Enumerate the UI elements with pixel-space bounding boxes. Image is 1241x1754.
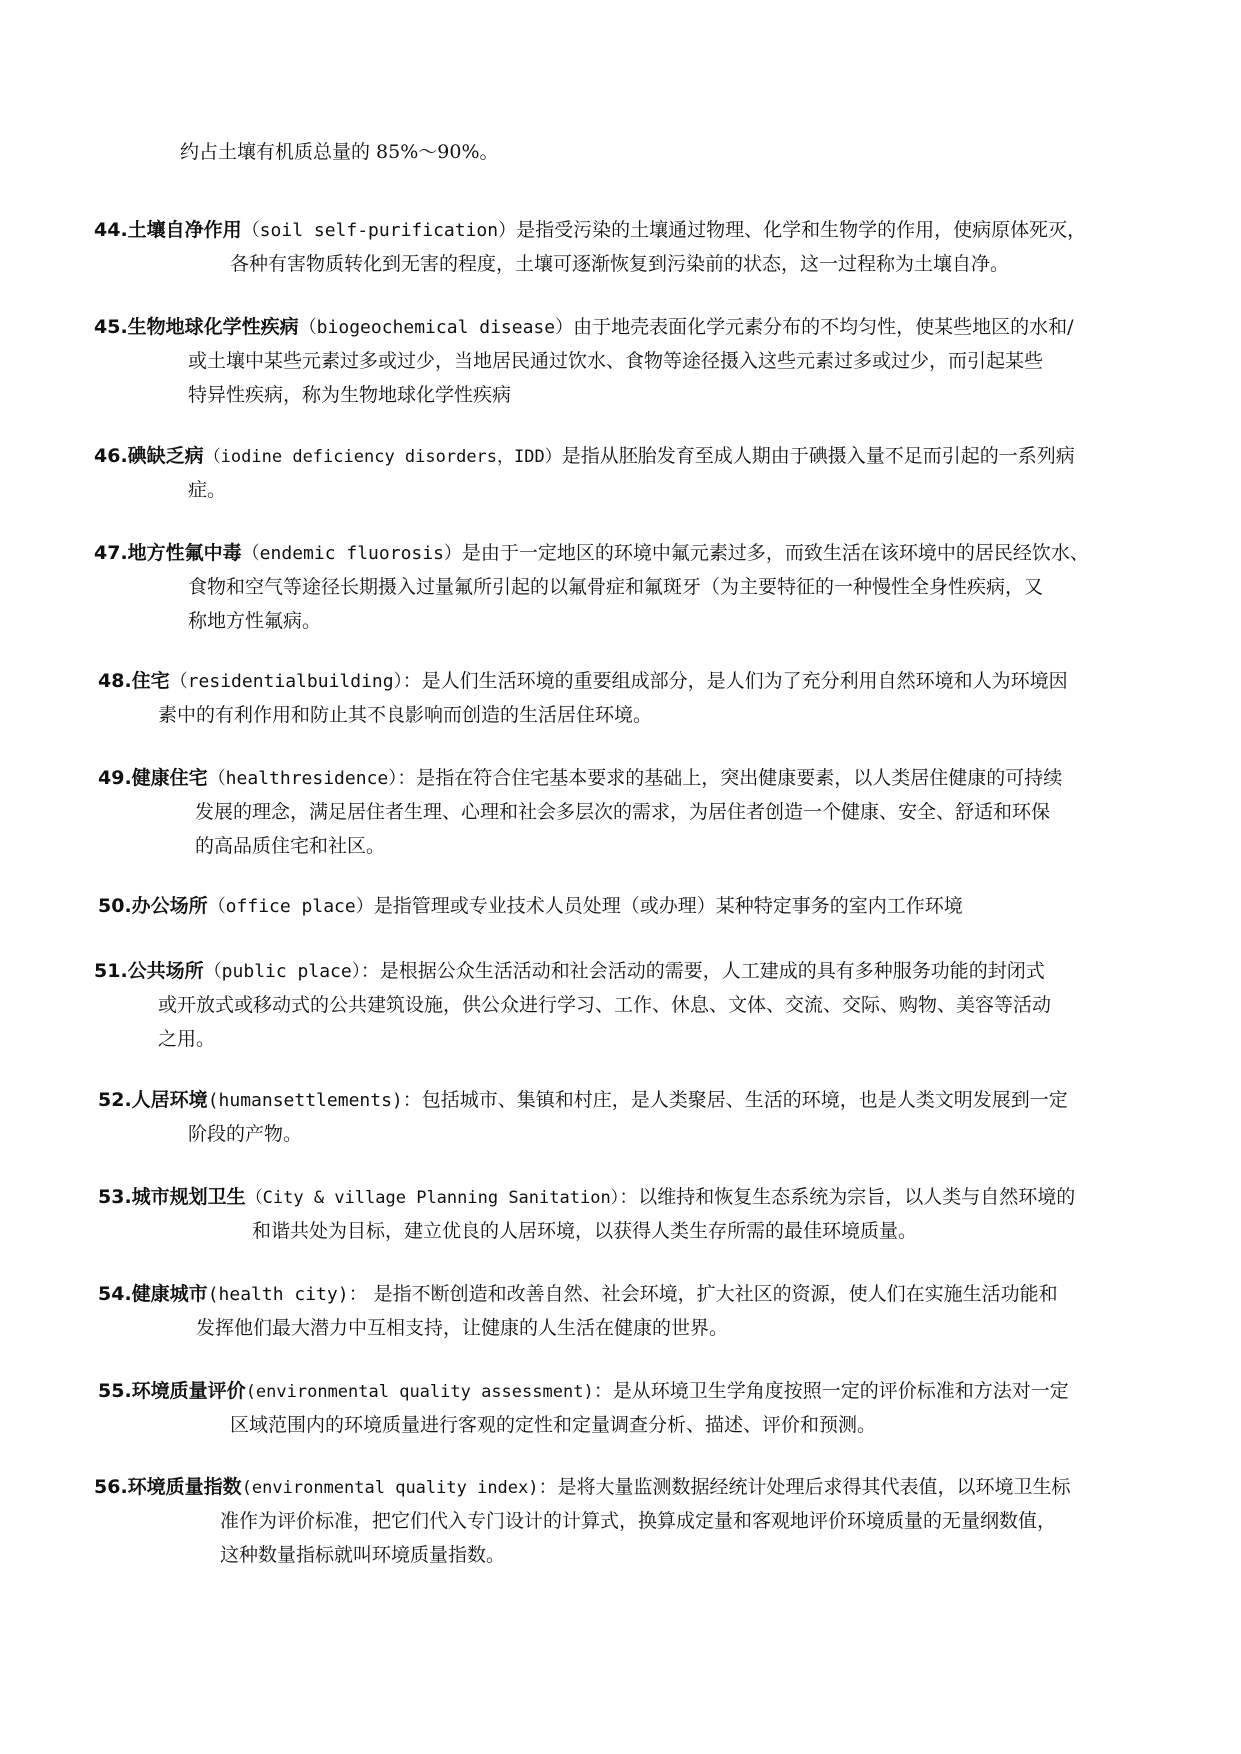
entry-continuation: 食物和空气等途径长期摄入过量氟所引起的以氟骨症和氟斑牙（为主要特征的一种慢性全身性疾病，又 <box>188 576 1044 598</box>
entry-number: 53. <box>98 1186 132 1208</box>
entry-term: 碘缺乏病 <box>127 445 204 467</box>
entry-number: 52. <box>98 1089 132 1111</box>
entry-definition: 是由于一定地区的环境中氟元素过多，而致生活在该环境中的居民经饮水、 <box>461 542 1089 564</box>
entry-english: (environmental quality index) <box>241 1478 539 1498</box>
entry-number: 56. <box>94 1476 128 1498</box>
entry-number: 45. <box>94 316 128 338</box>
entry-english: （endemic fluorosis） <box>241 543 462 564</box>
entry-english: (environmental quality assessment) <box>245 1382 594 1402</box>
entry-number: 49. <box>98 767 132 789</box>
entry-term: 健康城市 <box>131 1283 208 1305</box>
entry-english: （office place） <box>207 896 374 917</box>
entry-english: （soil self-purification） <box>241 220 517 241</box>
entry-english: （healthresidence） <box>207 768 398 789</box>
entry-term: 住宅 <box>131 670 170 692</box>
entry-definition: 由于地壳表面化学元素分布的不均匀性，使某些地区的水和/ <box>573 316 1074 338</box>
entry-english: （iodine deficiency disorders，IDD） <box>203 447 562 467</box>
entry-number: 50. <box>98 895 132 917</box>
entry-number: 55. <box>98 1380 132 1402</box>
entry-continuation: 之用。 <box>158 1028 216 1050</box>
entry-continuation: 阶段的产物。 <box>188 1123 303 1145</box>
entry-continuation: 区域范围内的环境质量进行客观的定性和定量调查分析、描述、评价和预测。 <box>230 1414 877 1436</box>
entry-definition: ：以维持和恢复生态系统为宗旨，以人类与自然环境的 <box>619 1186 1076 1208</box>
entry-term: 环境质量指数 <box>127 1476 242 1498</box>
entry-term: 生物地球化学性疾病 <box>127 316 299 338</box>
entry-definition: 是指管理或专业技术人员处理（或办理）某种特定事务的室内工作环境 <box>373 895 963 917</box>
entry-definition: ： 是指不断创造和改善自然、社会环境，扩大社区的资源，使人们在实施生活功能和 <box>348 1283 1058 1305</box>
entry-term: 人居环境 <box>131 1089 208 1111</box>
entry-number: 51. <box>94 960 128 982</box>
entry-number: 54. <box>98 1283 132 1305</box>
entry-english: (health city) <box>207 1284 349 1305</box>
entry-continuation: 或土壤中某些元素过多或过少，当地居民通过饮水、食物等途径摄入这些元素过多或过少，而引起某些 <box>188 350 1044 372</box>
entry-definition: ：是人们生活环境的重要组成部分，是人们为了充分利用自然环境和人为环境因 <box>402 670 1068 692</box>
entry-number: 48. <box>98 670 132 692</box>
entry-definition: ：是根据公众生活活动和社会活动的需要，人工建成的具有多种服务功能的封闭式 <box>360 960 1045 982</box>
entry-continuation: 称地方性氟病。 <box>188 610 322 632</box>
entry-continuation: 准作为评价标准，把它们代入专门设计的计算式，换算成定量和客观地评价环境质量的无量纲数值， <box>220 1510 1057 1532</box>
entry-english: （public place） <box>203 961 361 982</box>
entry-continuation: 的高品质住宅和社区。 <box>195 835 386 857</box>
entry-continuation: 这种数量指标就叫环境质量指数。 <box>220 1544 506 1566</box>
entry-term: 公共场所 <box>127 960 204 982</box>
entry-continuation: 症。 <box>188 479 227 501</box>
entry-english: （biogeochemical disease） <box>298 317 574 338</box>
entry-term: 环境质量评价 <box>131 1380 246 1402</box>
entry-term: 健康住宅 <box>131 767 208 789</box>
entry-definition: ：包括城市、集镇和村庄，是人类聚居、生活的环境，也是人类文明发展到一定 <box>402 1089 1068 1111</box>
entry-continuation: 素中的有利作用和防止其不良影响而创造的生活居住环境。 <box>158 704 653 726</box>
entry-definition: 是指从胚胎发育至成人期由于碘摄入量不足而引起的一系列病 <box>561 445 1075 467</box>
entry-continuation: 发挥他们最大潜力中互相支持，让健康的人生活在健康的世界。 <box>196 1317 729 1339</box>
entry-continuation: 和谐共处为目标，建立优良的人居环境，以获得人类生存所需的最佳环境质量。 <box>252 1220 918 1242</box>
intro-text: 约占土壤有机质总量的 85%～90%。 <box>180 141 499 163</box>
entry-definition: 是指受污染的土壤通过物理、化学和生物学的作用，使病原体死灭， <box>516 219 1087 241</box>
entry-english: （residentialbuilding） <box>169 671 403 692</box>
entry-definition: ：是指在符合住宅基本要求的基础上，突出健康要素，以人类居住健康的可持续 <box>397 767 1063 789</box>
entry-term: 城市规划卫生 <box>131 1186 246 1208</box>
entry-continuation: 或开放式或移动式的公共建筑设施，供公众进行学习、工作、休息、文体、交流、交际、购物、美容等活动 <box>158 994 1052 1016</box>
entry-number: 44. <box>94 219 128 241</box>
entry-number: 47. <box>94 542 128 564</box>
entry-term: 地方性氟中毒 <box>127 542 242 564</box>
entry-number: 46. <box>94 445 128 467</box>
entry-continuation: 特异性疾病，称为生物地球化学性疾病 <box>188 384 512 406</box>
entry-english: （City & village Planning Sanitation） <box>245 1188 620 1208</box>
entry-continuation: 发展的理念，满足居住者生理、心理和社会多层次的需求，为居住者创造一个健康、安全、舒适和环保 <box>195 801 1051 823</box>
entry-term: 办公场所 <box>131 895 208 917</box>
entry-continuation: 各种有害物质转化到无害的程度，土壤可逐渐恢复到污染前的状态，这一过程称为土壤自净。 <box>230 253 1010 275</box>
entry-english: (humansettlements) <box>207 1090 403 1111</box>
entry-definition: ：是从环境卫生学角度按照一定的评价标准和方法对一定 <box>593 1380 1069 1402</box>
entry-definition: ：是将大量监测数据经统计处理后求得其代表值，以环境卫生标 <box>538 1476 1071 1498</box>
entry-term: 土壤自净作用 <box>127 219 242 241</box>
